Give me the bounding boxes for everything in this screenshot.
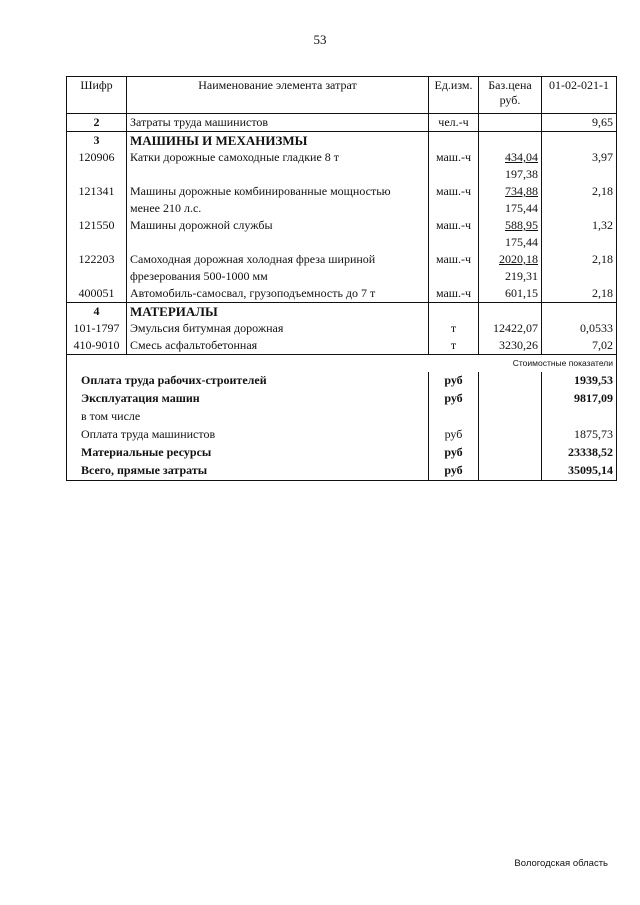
section-materials-unit — [429, 303, 479, 321]
header-row — [67, 77, 617, 114]
section-materials-value — [542, 303, 617, 321]
machine-value-cont — [542, 166, 617, 183]
machine-unit: маш.-ч — [429, 149, 479, 166]
cost-table-body — [67, 77, 617, 481]
material-name: Эмульсия битумная дорожная — [127, 320, 429, 337]
summary-unit — [429, 408, 479, 426]
summary-unit: руб — [429, 390, 479, 408]
summary-name: Оплата труда рабочих-строителей — [67, 372, 429, 390]
machine-unit: маш.-ч — [429, 217, 479, 234]
summary-price — [479, 462, 542, 481]
summary-value: 35095,14 — [542, 462, 617, 481]
material-unit: т — [429, 337, 479, 355]
header-code: Шифр — [67, 77, 127, 114]
summary-value: 1939,53 — [542, 372, 617, 390]
truck-value: 2,18 — [542, 285, 617, 303]
machine-row-continued — [67, 200, 617, 217]
truck-unit: маш.-ч — [429, 285, 479, 303]
material-price: 12422,07 — [479, 320, 542, 337]
machine-price-secondary: 197,38 — [479, 166, 542, 183]
section-machines-row — [67, 132, 617, 150]
machine-row-continued — [67, 166, 617, 183]
summary-unit: руб — [429, 372, 479, 390]
section-machines-title: МАШИНЫ И МЕХАНИЗМЫ — [127, 132, 429, 150]
footer-region: Вологодская область — [514, 858, 608, 869]
machine-name-cont — [127, 166, 429, 183]
machine-unit: маш.-ч — [429, 251, 479, 268]
machine-code: 121341 — [67, 183, 127, 200]
truck-code: 400051 — [67, 285, 127, 303]
summary-name: Материальные ресурсы — [67, 444, 429, 462]
machine-price-secondary: 175,44 — [479, 200, 542, 217]
machine-name: Машины дорожной службы — [127, 217, 429, 234]
header-norm-code: 01-02-021-1 — [542, 77, 617, 114]
machine-code-cont — [67, 268, 127, 285]
page-number: 53 — [313, 32, 327, 47]
summary-value: 1875,73 — [542, 426, 617, 444]
material-price: 3230,26 — [479, 337, 542, 355]
summary-price — [479, 390, 542, 408]
machine-row-continued — [67, 234, 617, 251]
machine-value-cont — [542, 200, 617, 217]
section-materials-code: 4 — [67, 303, 127, 321]
truck-price: 601,15 — [479, 285, 542, 303]
machine-row — [67, 149, 617, 166]
machine-unit-cont — [429, 234, 479, 251]
header-base-price-line1: Баз.цена — [488, 78, 532, 92]
machine-value-cont — [542, 268, 617, 285]
machine-price-secondary: 219,31 — [479, 268, 542, 285]
summary-price — [479, 408, 542, 426]
labor-name: Затраты труда машинистов — [127, 114, 429, 132]
machine-name: Самоходная дорожная холодная фреза шириной — [127, 251, 429, 268]
machine-value: 3,97 — [542, 149, 617, 166]
material-name: Смесь асфальтобетонная — [127, 337, 429, 355]
summary-unit: руб — [429, 462, 479, 481]
summary-value: 23338,52 — [542, 444, 617, 462]
machine-name: Машины дорожные комбинированные мощностью — [127, 183, 429, 200]
summary-price — [479, 372, 542, 390]
machine-row — [67, 217, 617, 234]
section-machines-code: 3 — [67, 132, 127, 150]
machine-unit-cont — [429, 166, 479, 183]
summary-value: 9817,09 — [542, 390, 617, 408]
machine-row-continued — [67, 268, 617, 285]
machine-name-cont: фрезерования 500-1000 мм — [127, 268, 429, 285]
section-materials-title: МАТЕРИАЛЫ — [127, 303, 429, 321]
truck-row — [67, 285, 617, 303]
machine-name: Катки дорожные самоходные гладкие 8 т — [127, 149, 429, 166]
summary-name: Всего, прямые затраты — [67, 462, 429, 481]
machine-code-cont — [67, 234, 127, 251]
machine-unit-cont — [429, 268, 479, 285]
material-unit: т — [429, 320, 479, 337]
header-unit: Ед.изм. — [429, 77, 479, 114]
summary-unit: руб — [429, 426, 479, 444]
summary-price — [479, 426, 542, 444]
machine-row — [67, 251, 617, 268]
machine-value: 2,18 — [542, 251, 617, 268]
cost-caption-row — [67, 355, 617, 373]
summary-row — [67, 408, 617, 426]
machine-value-cont — [542, 234, 617, 251]
machine-unit: маш.-ч — [429, 183, 479, 200]
machine-code: 120906 — [67, 149, 127, 166]
machine-code: 121550 — [67, 217, 127, 234]
material-value: 7,02 — [542, 337, 617, 355]
machine-price: 734,88 — [479, 183, 542, 200]
machine-name-cont: менее 210 л.с. — [127, 200, 429, 217]
labor-row — [67, 114, 617, 132]
summary-name: Оплата труда машинистов — [67, 426, 429, 444]
header-name: Наименование элемента затрат — [127, 77, 429, 114]
labor-price — [479, 114, 542, 132]
material-code: 101-1797 — [67, 320, 127, 337]
machine-code: 122203 — [67, 251, 127, 268]
section-materials-row — [67, 303, 617, 321]
material-code: 410-9010 — [67, 337, 127, 355]
summary-value — [542, 408, 617, 426]
material-value: 0,0533 — [542, 320, 617, 337]
summary-name: в том числе — [67, 408, 429, 426]
machine-price: 588,95 — [479, 217, 542, 234]
header-base-price-line2: руб. — [499, 93, 521, 107]
header-base-price — [479, 77, 542, 114]
summary-row — [67, 426, 617, 444]
machine-code-cont — [67, 200, 127, 217]
machine-row — [67, 183, 617, 200]
material-row — [67, 337, 617, 355]
summary-unit: руб — [429, 444, 479, 462]
machine-name-cont — [127, 234, 429, 251]
labor-unit: чел.-ч — [429, 114, 479, 132]
machine-code-cont — [67, 166, 127, 183]
cost-table — [66, 76, 617, 481]
summary-name: Эксплуатация машин — [67, 390, 429, 408]
labor-value: 9,65 — [542, 114, 617, 132]
cost-caption: Стоимостные показатели — [67, 355, 617, 373]
truck-name: Автомобиль-самосвал, грузоподъемность до 7 т — [127, 285, 429, 303]
machine-price: 2020,18 — [479, 251, 542, 268]
machine-value: 2,18 — [542, 183, 617, 200]
summary-row — [67, 390, 617, 408]
material-row — [67, 320, 617, 337]
machine-price-secondary: 175,44 — [479, 234, 542, 251]
labor-code: 2 — [67, 114, 127, 132]
machine-price: 434,04 — [479, 149, 542, 166]
summary-row — [67, 372, 617, 390]
summary-row — [67, 444, 617, 462]
machine-unit-cont — [429, 200, 479, 217]
summary-price — [479, 444, 542, 462]
summary-row — [67, 462, 617, 481]
section-materials-price — [479, 303, 542, 321]
machine-value: 1,32 — [542, 217, 617, 234]
